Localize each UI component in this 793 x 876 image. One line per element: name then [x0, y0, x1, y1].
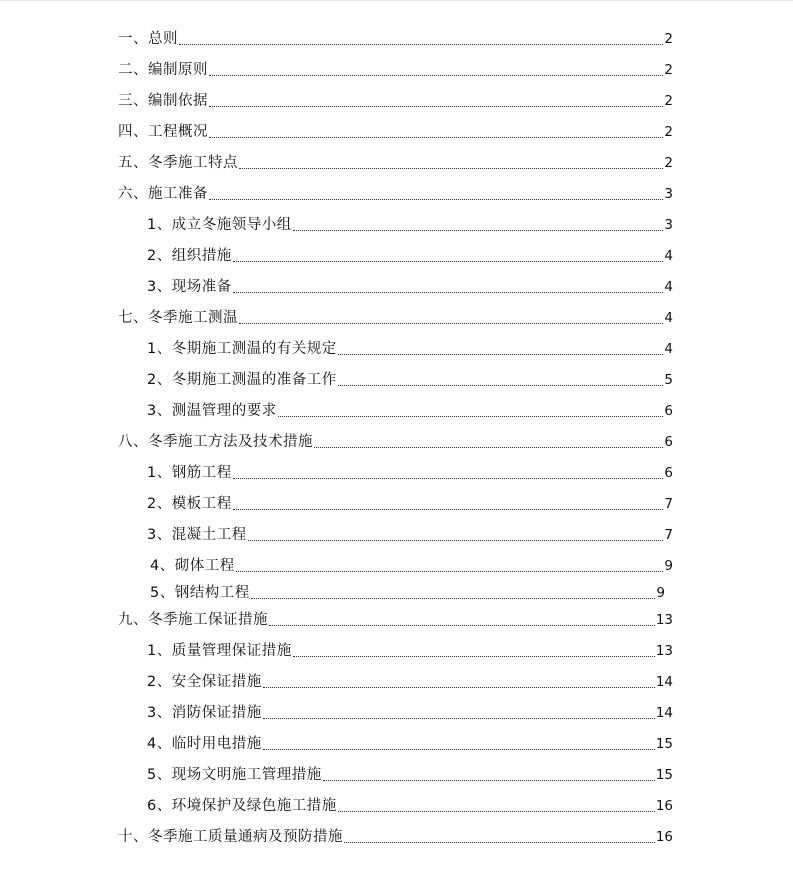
toc-entry-title: 十、冬季施工质量通病及预防措施 — [118, 829, 343, 845]
toc-dot-leader — [239, 323, 663, 324]
toc-dot-leader — [248, 540, 664, 541]
toc-dot-leader — [263, 687, 655, 688]
toc-entry-page: 9 — [664, 558, 673, 574]
toc-entry[interactable] — [147, 700, 673, 722]
toc-entry-title: 3、消防保证措施 — [147, 705, 262, 721]
toc-dot-leader — [293, 230, 664, 231]
toc-entry[interactable] — [147, 336, 673, 358]
toc-entry-title: 八、冬季施工方法及技术措施 — [118, 434, 313, 450]
toc-entry[interactable] — [147, 243, 673, 265]
toc-entry[interactable] — [147, 638, 673, 660]
toc-entry-title: 七、冬季施工测温 — [118, 310, 238, 326]
toc-dot-leader — [263, 718, 655, 719]
toc-entry-page: 2 — [664, 93, 673, 109]
toc-entry-title: 一、总则 — [118, 31, 178, 47]
toc-entry-title: 2、组织措施 — [147, 248, 232, 264]
toc-entry[interactable] — [118, 88, 673, 110]
toc-entry-page: 13 — [655, 612, 673, 628]
toc-entry-page: 6 — [664, 465, 673, 481]
toc-entry-title: 2、冬期施工测温的准备工作 — [147, 372, 337, 388]
toc-entry-page: 4 — [664, 248, 673, 264]
toc-entry-title: 6、环境保护及绿色施工措施 — [147, 798, 337, 814]
toc-entry-page: 15 — [655, 736, 673, 752]
toc-entry-page: 4 — [664, 310, 673, 326]
toc-dot-leader — [179, 44, 663, 45]
toc-entry-title: 3、混凝土工程 — [147, 527, 247, 543]
toc-dot-leader — [233, 261, 664, 262]
toc-entry[interactable] — [150, 553, 673, 575]
toc-entry[interactable] — [118, 824, 673, 846]
toc-entry-title: 九、冬季施工保证措施 — [118, 612, 268, 628]
toc-entry-page: 13 — [655, 643, 673, 659]
toc-dot-leader — [269, 625, 655, 626]
toc-entry-page: 5 — [664, 372, 673, 388]
toc-dot-leader — [251, 598, 656, 599]
toc-dot-leader — [233, 292, 664, 293]
toc-entry-page: 7 — [664, 496, 673, 512]
toc-entry-page: 14 — [655, 705, 673, 721]
toc-entry[interactable] — [118, 305, 673, 327]
toc-entry-page: 9 — [656, 585, 665, 601]
toc-entry[interactable] — [147, 367, 673, 389]
toc-entry[interactable] — [147, 731, 673, 753]
toc-entry[interactable] — [147, 491, 673, 513]
toc-dot-leader — [239, 168, 663, 169]
page-top-border — [0, 0, 793, 1]
toc-dot-leader — [209, 106, 663, 107]
toc-entry-page: 4 — [664, 341, 673, 357]
toc-entry[interactable] — [118, 181, 673, 203]
toc-entry-page: 2 — [664, 155, 673, 171]
toc-entry-page: 4 — [664, 279, 673, 295]
toc-entry[interactable] — [147, 522, 673, 544]
toc-entry-title: 3、测温管理的要求 — [147, 403, 277, 419]
toc-entry[interactable] — [118, 57, 673, 79]
toc-dot-leader — [209, 199, 663, 200]
toc-entry[interactable] — [147, 274, 673, 296]
toc-dot-leader — [338, 811, 655, 812]
toc-entry-title: 5、钢结构工程 — [150, 585, 250, 601]
toc-entry[interactable] — [147, 212, 673, 234]
toc-entry[interactable] — [118, 119, 673, 141]
toc-entry-page: 6 — [664, 403, 673, 419]
toc-dot-leader — [233, 509, 664, 510]
toc-entry-page: 3 — [664, 217, 673, 233]
toc-dot-leader — [209, 75, 663, 76]
toc-dot-leader — [323, 780, 655, 781]
toc-entry-title: 1、钢筋工程 — [147, 465, 232, 481]
toc-entry-title: 四、工程概况 — [118, 124, 208, 140]
toc-entry-title: 五、冬季施工特点 — [118, 155, 238, 171]
toc-entry-title: 2、模板工程 — [147, 496, 232, 512]
toc-entry-page: 15 — [655, 767, 673, 783]
toc-dot-leader — [338, 354, 664, 355]
toc-entry-page: 14 — [655, 674, 673, 690]
toc-entry-title: 3、现场准备 — [147, 279, 232, 295]
toc-entry[interactable] — [150, 580, 665, 602]
toc-entry[interactable] — [118, 429, 673, 451]
toc-entry[interactable] — [118, 150, 673, 172]
toc-dot-leader — [209, 137, 663, 138]
toc-dot-leader — [314, 447, 663, 448]
toc-entry-page: 16 — [655, 798, 673, 814]
toc-entry[interactable] — [118, 26, 673, 48]
toc-entry-title: 5、现场文明施工管理措施 — [147, 767, 322, 783]
toc-dot-leader — [338, 385, 664, 386]
toc-dot-leader — [278, 416, 664, 417]
toc-entry-title: 2、安全保证措施 — [147, 674, 262, 690]
toc-entry-title: 1、成立冬施领导小组 — [147, 217, 292, 233]
toc-entry[interactable] — [147, 460, 673, 482]
toc-entry-title: 六、施工准备 — [118, 186, 208, 202]
toc-dot-leader — [344, 842, 655, 843]
toc-dot-leader — [236, 571, 664, 572]
toc-dot-leader — [233, 478, 664, 479]
toc-dot-leader — [263, 749, 655, 750]
toc-entry-page: 16 — [655, 829, 673, 845]
toc-entry[interactable] — [147, 762, 673, 784]
toc-entry-title: 三、编制依据 — [118, 93, 208, 109]
toc-entry-page: 2 — [664, 62, 673, 78]
toc-entry-page: 7 — [664, 527, 673, 543]
toc-entry[interactable] — [147, 793, 673, 815]
toc-dot-leader — [293, 656, 655, 657]
toc-entry-page: 6 — [664, 434, 673, 450]
toc-entry-title: 1、质量管理保证措施 — [147, 643, 292, 659]
toc-entry-title: 二、编制原则 — [118, 62, 208, 78]
toc-entry-title: 4、砌体工程 — [150, 558, 235, 574]
toc-entry-page: 2 — [664, 124, 673, 140]
toc-entry-page: 2 — [664, 31, 673, 47]
toc-entry-title: 1、冬期施工测温的有关规定 — [147, 341, 337, 357]
toc-entry-title: 4、临时用电措施 — [147, 736, 262, 752]
toc-entry[interactable] — [118, 607, 673, 629]
toc-entry-page: 3 — [664, 186, 673, 202]
toc-entry[interactable] — [147, 398, 673, 420]
toc-entry[interactable] — [147, 669, 673, 691]
